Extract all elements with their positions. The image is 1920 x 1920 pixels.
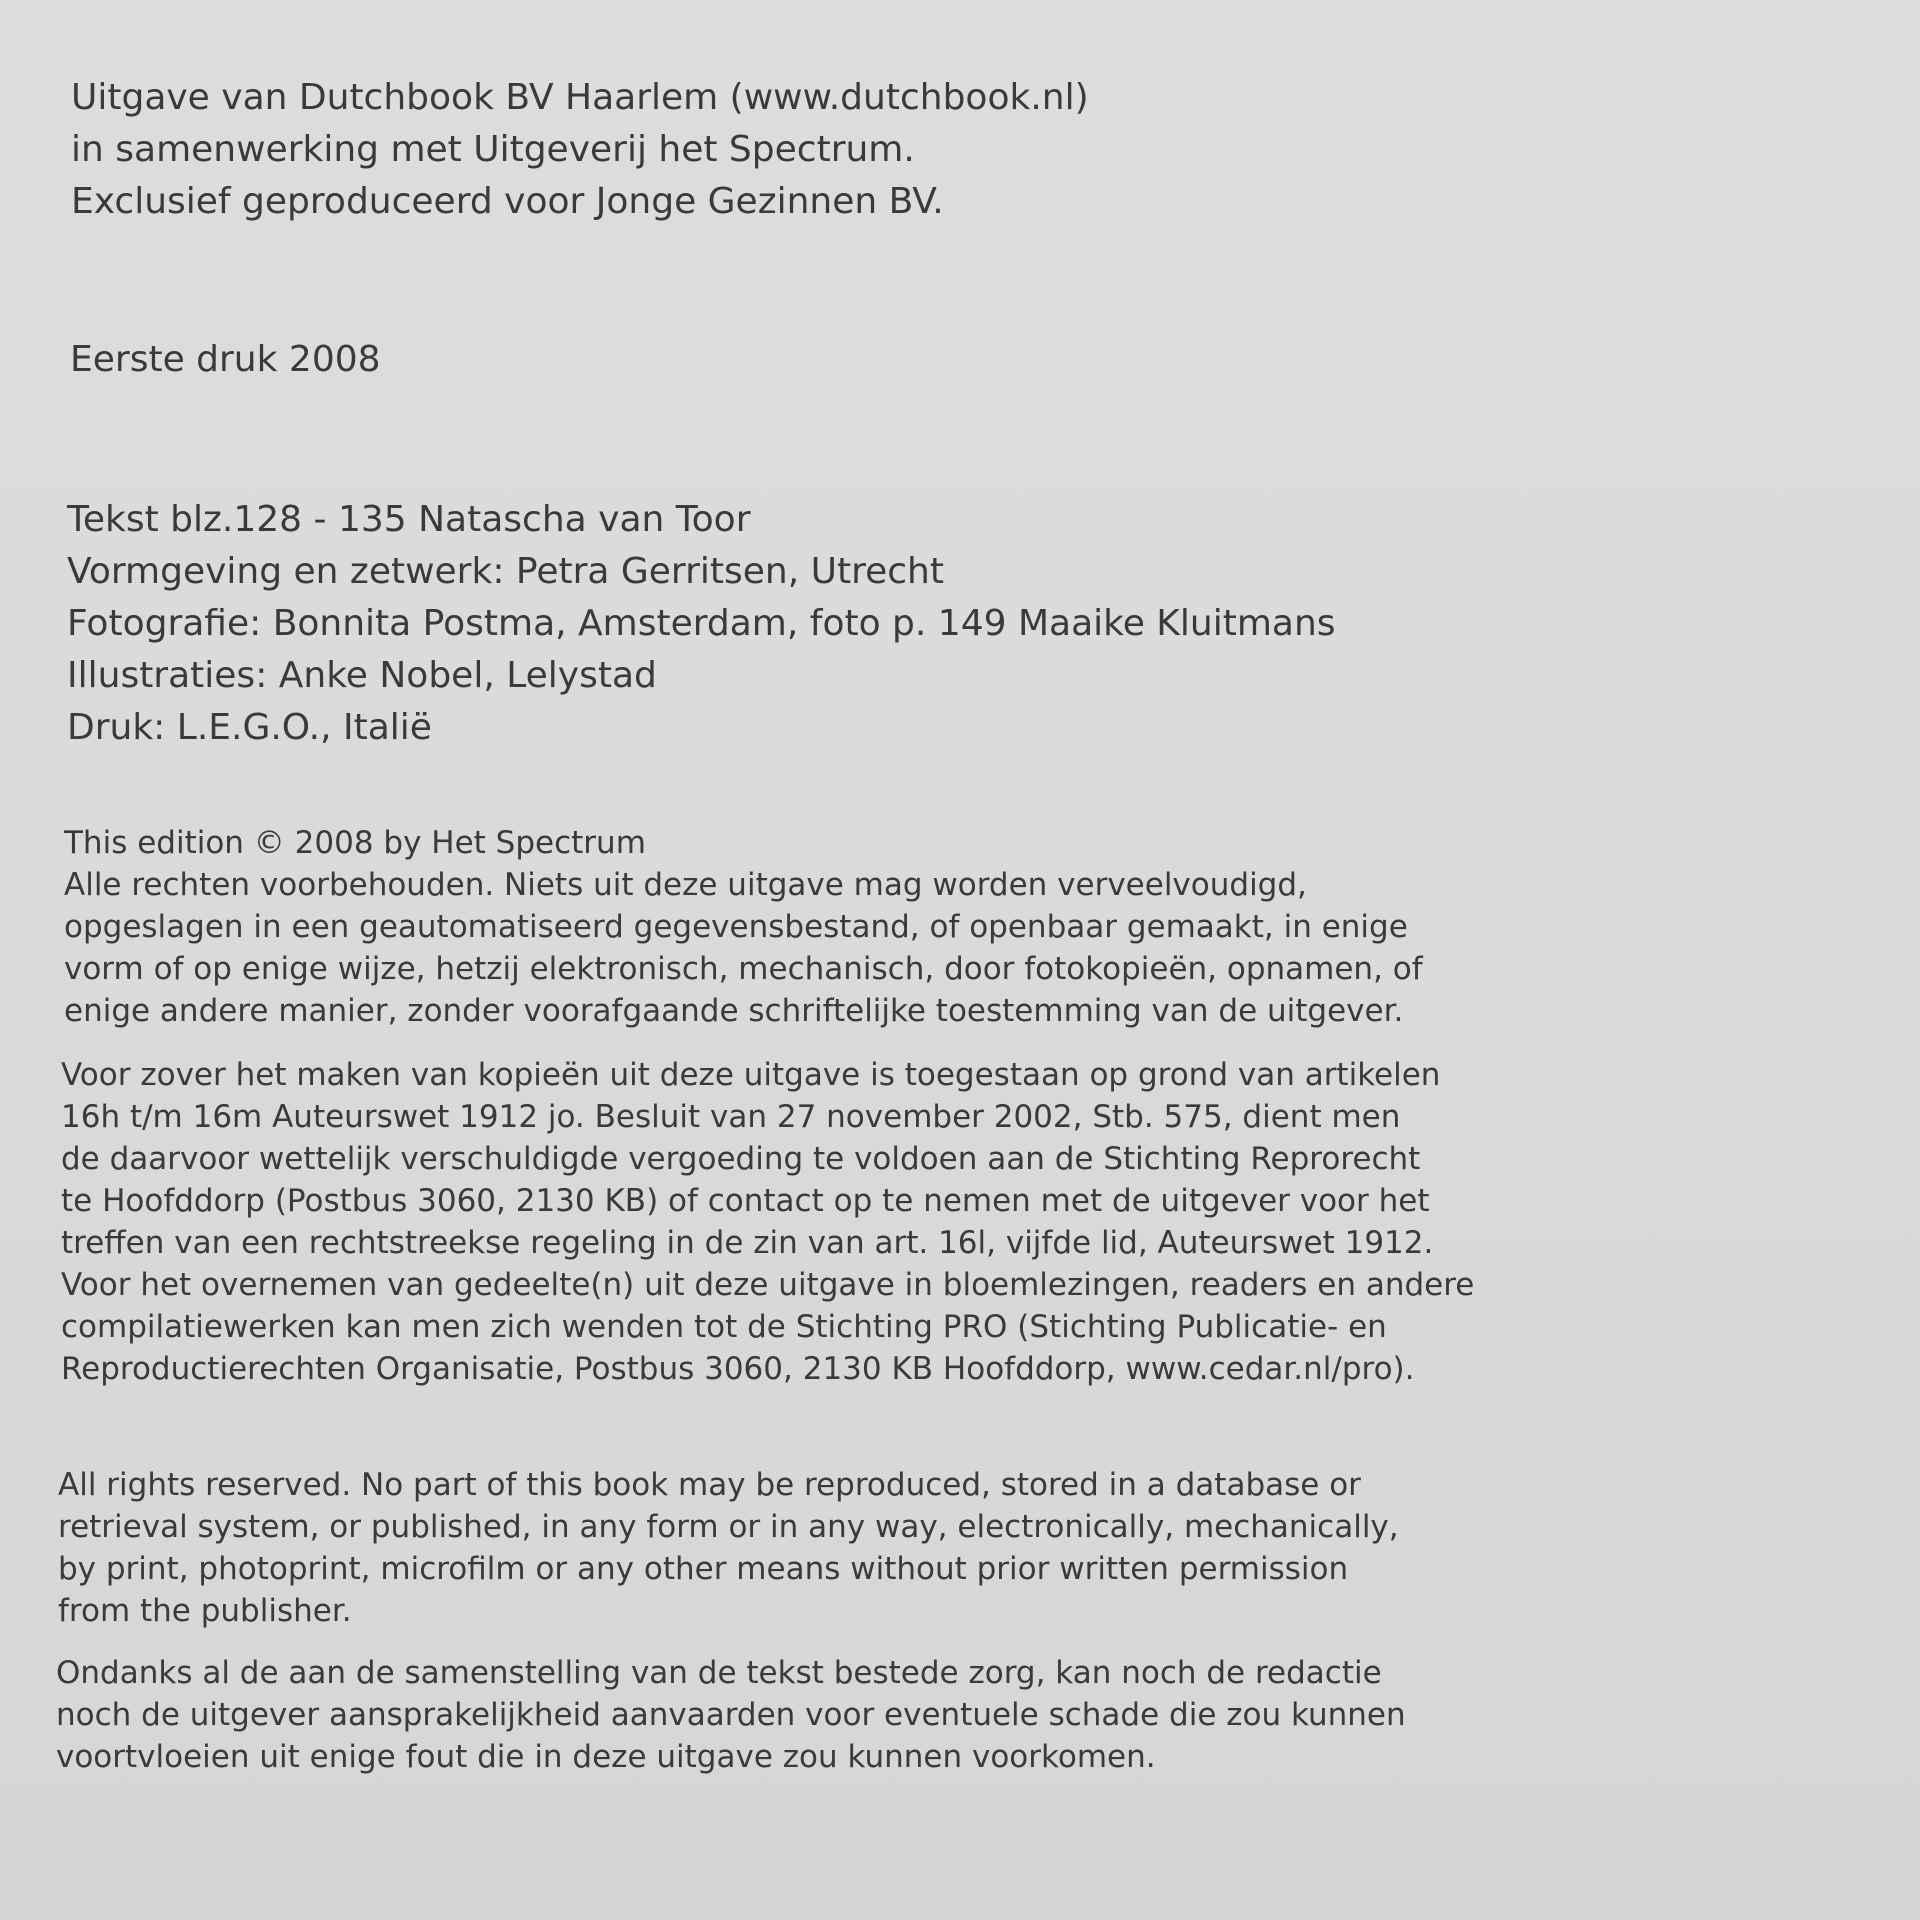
publisher-line: Uitgave van Dutchbook BV Haarlem (www.dutchbook.nl) [71,77,1089,118]
reprorecht-line: compilatiewerken kan men zich wenden tot de Stichting PRO (Stichting Publicatie- en [61,1309,1387,1345]
copyright-line: This edition © 2008 by Het Spectrum [64,825,646,861]
disclaimer-line: noch de uitgever aansprakelijkheid aanvaarden voor eventuele schade die zou kunnen [56,1697,1406,1733]
english-rights-line: from the publisher. [58,1593,352,1629]
copyright-line: vorm of op enige wijze, hetzij elektronisch, mechanisch, door fotokopieën, opnamen, of [64,951,1423,987]
edition-block [70,334,1920,386]
copyright-line: Alle rechten voorbehouden. Niets uit deze uitgave mag worden verveelvoudigd, [64,867,1307,903]
disclaimer-notice [56,1652,1920,1778]
publisher-block [71,72,1920,228]
reprorecht-line: treffen van een rechtstreekse regeling in de zin van art. 16l, vijfde lid, Auteurswet 1912. [61,1225,1434,1261]
english-rights-line: All rights reserved. No part of this book may be reproduced, stored in a database or [58,1467,1361,1503]
copyright-notice [64,822,1920,1032]
reprorecht-line: 16h t/m 16m Auteurswet 1912 jo. Besluit van 27 november 2002, Stb. 575, dient men [61,1099,1401,1135]
reprorecht-line: de daarvoor wettelijk verschuldigde vergoeding te voldoen aan de Stichting Reprorecht [61,1141,1421,1177]
credits-block [67,494,1920,754]
english-rights-line: retrieval system, or published, in any form or in any way, electronically, mechanically, [58,1509,1399,1545]
publisher-line: Exclusief geproduceerd voor Jonge Gezinnen BV. [71,181,944,222]
edition-line: Eerste druk 2008 [70,339,381,380]
credit-photography: Fotografie: Bonnita Postma, Amsterdam, foto p. 149 Maaike Kluitmans [67,603,1336,644]
reprorecht-notice [61,1054,1920,1390]
reprorecht-line: te Hoofddorp (Postbus 3060, 2130 KB) of contact op te nemen met de uitgever voor het [61,1183,1430,1219]
disclaimer-line: Ondanks al de aan de samenstelling van de tekst bestede zorg, kan noch de redactie [56,1655,1382,1691]
credit-design: Vormgeving en zetwerk: Petra Gerritsen, Utrecht [67,551,944,592]
reprorecht-line: Voor zover het maken van kopieën uit deze uitgave is toegestaan op grond van artikelen [61,1057,1441,1093]
reprorecht-line: Voor het overnemen van gedeelte(n) uit deze uitgave in bloemlezingen, readers en andere [61,1267,1475,1303]
copyright-line: enige andere manier, zonder voorafgaande schriftelijke toestemming van de uitgever. [64,993,1404,1029]
publisher-line: in samenwerking met Uitgeverij het Spectrum. [71,129,915,170]
credit-illustrations: Illustraties: Anke Nobel, Lelystad [67,655,657,696]
credit-text: Tekst blz.128 - 135 Natascha van Toor [67,499,751,540]
reprorecht-line: Reproductierechten Organisatie, Postbus 3060, 2130 KB Hoofddorp, www.cedar.nl/pro). [61,1351,1415,1387]
copyright-line: opgeslagen in een geautomatiseerd gegevensbestand, of openbaar gemaakt, in enige [64,909,1408,945]
credit-print: Druk: L.E.G.O., Italië [67,707,432,748]
disclaimer-line: voortvloeien uit enige fout die in deze uitgave zou kunnen voorkomen. [56,1739,1156,1775]
english-rights-notice [58,1464,1920,1632]
english-rights-line: by print, photoprint, microfilm or any other means without prior written permission [58,1551,1349,1587]
